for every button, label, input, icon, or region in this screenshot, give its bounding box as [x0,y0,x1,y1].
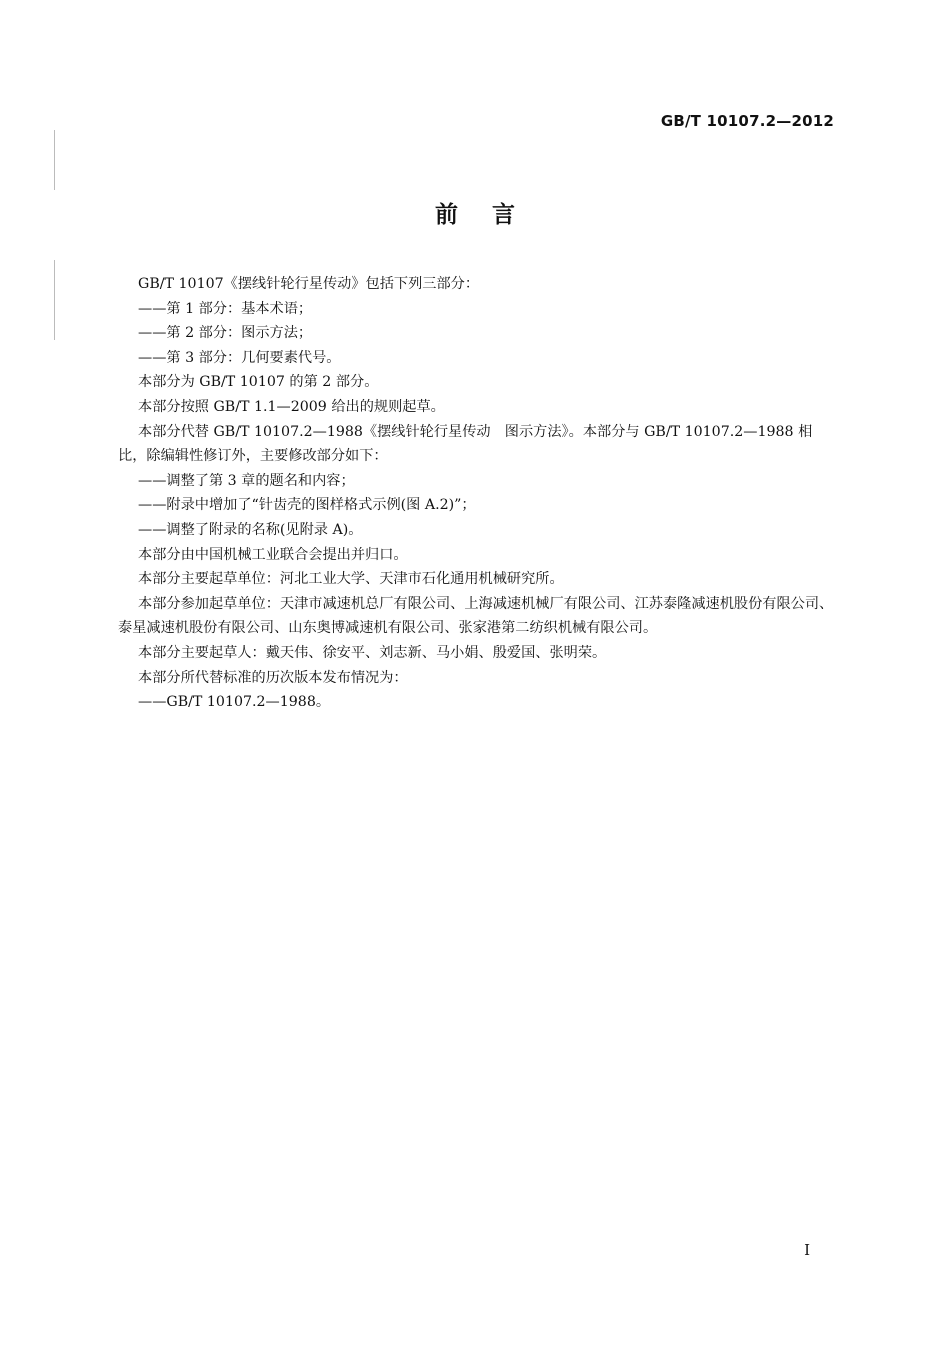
list-item: ——调整了第 3 章的题名和内容； [138,472,355,489]
scan-artifact [54,130,55,190]
paragraph: 本部分按照 GB/T 1.1—2009 给出的规则起草。 [138,398,445,415]
paragraph: 本部分主要起草单位：河北工业大学、天津市石化通用机械研究所。 [138,571,564,588]
page-title: 前言 [435,201,549,228]
list-item: ——第 2 部分：图示方法； [138,325,313,342]
paragraph: 本部分参加起草单位：天津市减速机总厂有限公司、上海减速机械厂有限公司、江苏泰隆减速机股份有限公司、泰星减速机股份有限公司、山东奥博减速机有限公司、张家港第二纺织机械有限公司。 [118,595,834,637]
paragraph: GB/T 10107《摆线针轮行星传动》包括下列三部分： [138,276,480,292]
scan-artifact [54,260,55,340]
paragraph: 本部分代替 GB/T 10107.2—1988《摆线针轮行星传动 图示方法》。本部分与 GB/T 10107.2—1988 相比，除编辑性修订外，主要修改部分如下： [118,423,813,465]
standard-number: GB/T 10107.2—2012 [660,112,834,130]
list-item: ——第 1 部分：基本术语； [138,300,313,317]
list-item: ——调整了附录的名称(见附录 A)。 [138,521,363,538]
foreword-body [118,272,834,715]
paragraph: 本部分所代替标准的历次版本发布情况为： [138,669,408,686]
paragraph: 本部分主要起草人：戴天伟、徐安平、刘志新、马小娟、殷爱国、张明荣。 [138,644,607,661]
list-item: ——GB/T 10107.2—1988。 [138,694,331,711]
paragraph: 本部分为 GB/T 10107 的第 2 部分。 [138,374,379,391]
list-item: ——第 3 部分：几何要素代号。 [138,349,341,366]
paragraph: 本部分由中国机械工业联合会提出并归口。 [138,546,408,563]
list-item: ——附录中增加了“针齿壳的图样格式示例(图 A.2)”； [138,497,476,514]
page-number: I [804,1241,810,1259]
